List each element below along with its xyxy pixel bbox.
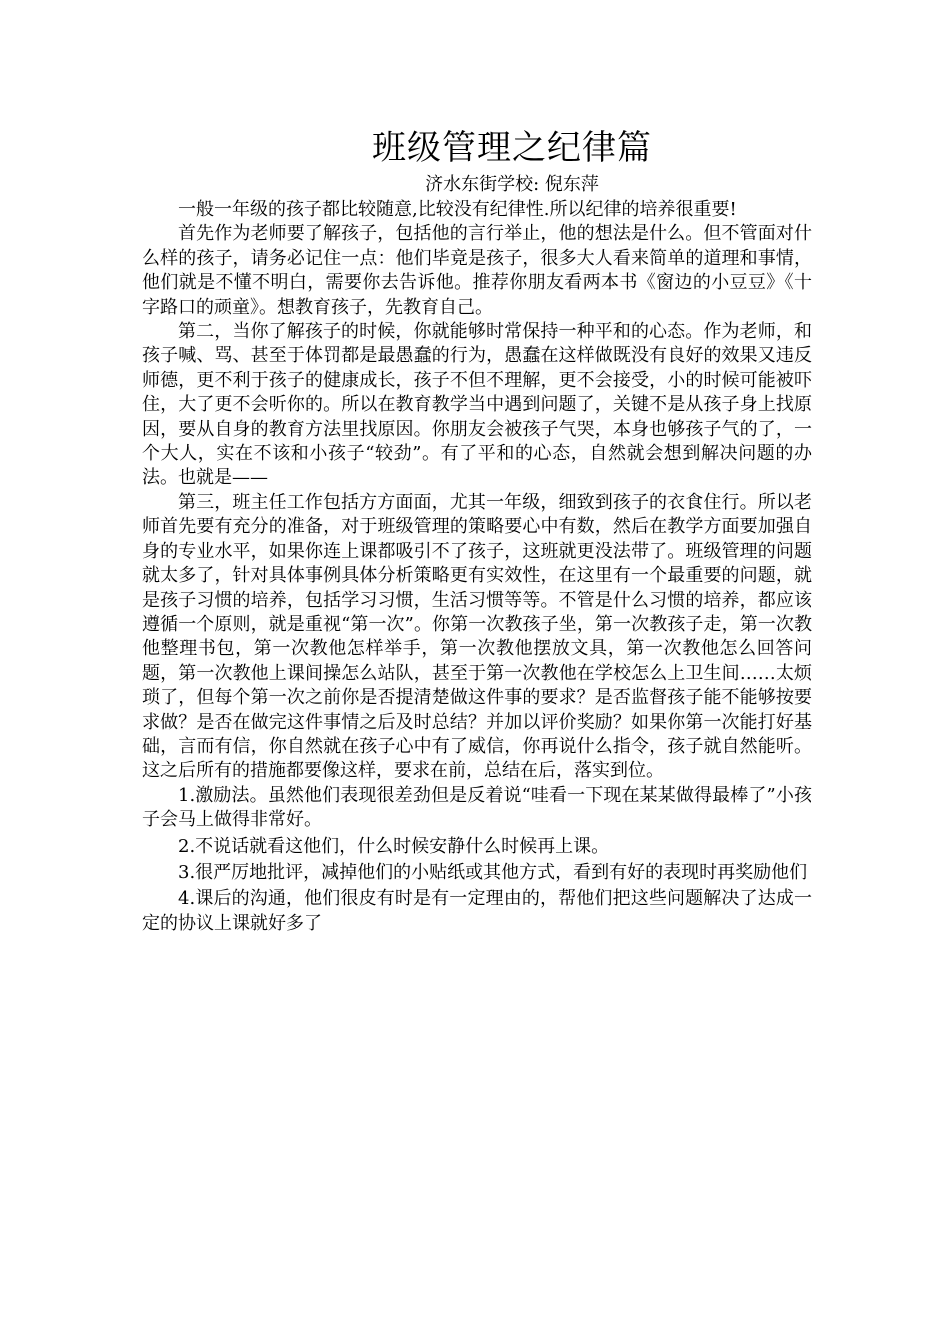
paragraph-third: 第三，班主任工作包括方方面面，尤其一年级，细致到孩子的衣食住行。所以老师首先要有充分的准备，对于班级管理的策略要心中有数，然后在教学方面要加强自身的专业水平，如果你连上课都吸引不了孩子，这班就更没法带了。班级管理的问题就太多了，针对具体事例具体分析策略更有实效性，在这里有一个最重要的问题，就是孩子习惯的培养，包括学习习惯，生活习惯等等。不管是什么习惯的培养，都应该遵循一个原则，就是重视“第一次”。你第一次教孩子坐，第一次教孩子走，第一次教他整理书包，第一次教他怎样举手，第一次教他摆放文具，第一次教他怎么回答问题，第一次教他上课间操怎么站队，甚至于第一次教他在学校怎么上卫生间……太烦琐了，但每个第一次之前你是否提清楚做这件事的要求？是否监督孩子能不能够按要求做？是否在做完这件事情之后及时总结？并加以评价奖励？如果你第一次能打好基础，言而有信，你自然就在孩子心中有了威信，你再说什么指令，孩子就自然能听。这之后所有的措施都要像这样，要求在前，总结在后，落实到位。	[142, 491, 812, 782]
document-title: 班级管理之纪律篇	[372, 128, 652, 168]
list-item-3: 3.很严厉地批评，减掉他们的小贴纸或其他方式，看到有好的表现时再奖励他们	[178, 861, 808, 883]
document-author: 济水东街学校: 倪东萍	[425, 174, 599, 195]
list-item-4: 4.课后的沟通，他们很皮有时是有一定理由的，帮他们把这些问题解决了达成一定的协议上课就好多了	[142, 888, 812, 934]
paragraph-second: 第二，当你了解孩子的时候，你就能够时常保持一种平和的心态。作为老师，和孩子喊、骂、甚至于体罚都是最愚蠢的行为，愚蠢在这样做既没有良好的效果又违反师德，更不利于孩子的健康成长，孩子不但不理解，更不会接受，小的时候可能被吓住，大了更不会听你的。所以在教育教学当中遇到问题了，关键不是从孩子身上找原因，要从自身的教育方法里找原因。你朋友会被孩子气哭，本身也够孩子气的了，一个大人，实在不该和小孩子“较劲”。有了平和的心态，自然就会想到解决问题的办法。也就是——	[142, 321, 812, 489]
paragraph-first: 首先作为老师要了解孩子，包括他的言行举止，他的想法是什么。但不管面对什么样的孩子，请务必记住一点：他们毕竟是孩子，很多大人看来简单的道理和事情，他们就是不懂不明白，需要你去告诉他。推荐你朋友看两本书《窗边的小豆豆》《十字路口的顽童》。想教育孩子，先教育自己。	[142, 223, 812, 318]
list-item-1: 1.激励法。虽然他们表现很差劲但是反着说“哇看一下现在某某做得最棒了”小孩子会马上做得非常好。	[142, 784, 812, 831]
paragraph-intro: 一般一年级的孩子都比较随意,比较没有纪律性.所以纪律的培养很重要!	[178, 199, 737, 220]
list-item-2: 2.不说话就看这他们，什么时候安静什么时候再上课。	[178, 835, 610, 857]
document-page	[142, 124, 812, 938]
